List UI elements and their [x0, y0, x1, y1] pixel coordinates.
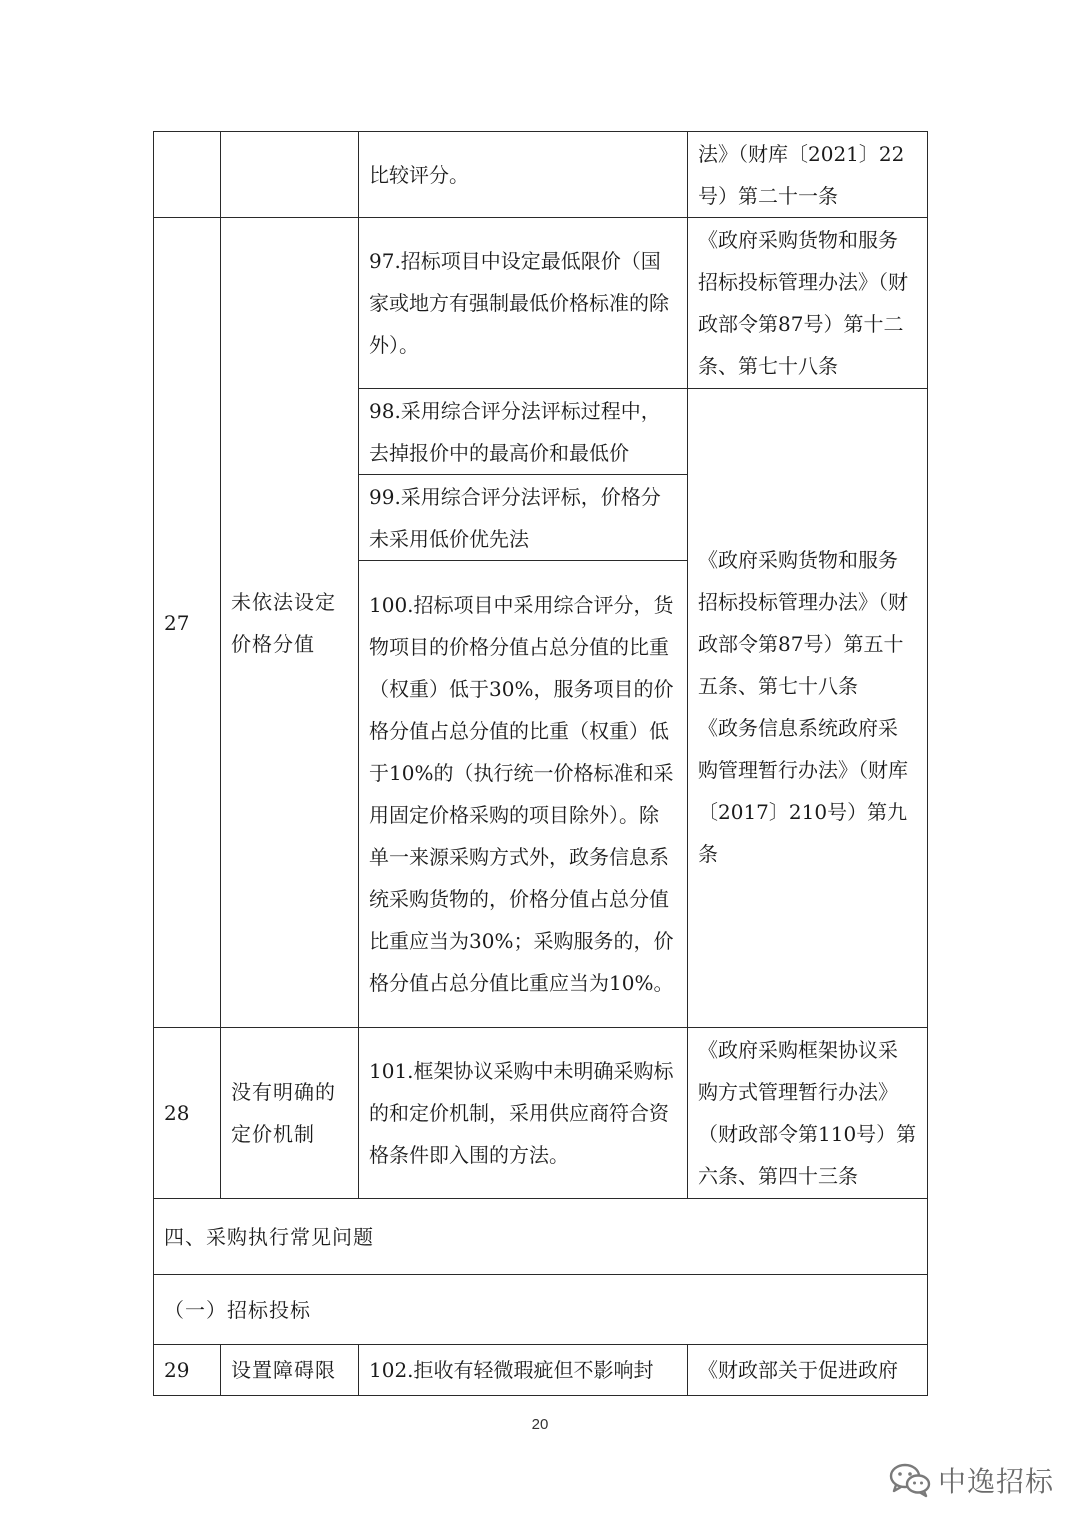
- row-number: [154, 132, 221, 218]
- row-number: 29: [154, 1345, 221, 1396]
- regulation-table: [153, 131, 928, 1396]
- row-category: 没有明确的定价机制: [221, 1028, 359, 1199]
- subsection-heading: （一）招标投标: [154, 1275, 928, 1345]
- page-number: 20: [531, 1416, 549, 1433]
- row-basis: 《财政部关于促进政府: [688, 1345, 928, 1396]
- row-number: 27: [154, 218, 221, 1028]
- row-basis: 《政府采购货物和服务招标投标管理办法》（财政部令第87号）第十二条、第七十八条: [688, 218, 928, 389]
- row-measure: 98.采用综合评分法评标过程中，去掉报价中的最高价和最低价: [359, 389, 688, 475]
- row-measure: 101.框架协议采购中未明确采购标的和定价机制，采用供应商符合资格条件即入围的方法。: [359, 1028, 688, 1199]
- row-basis: 法》（财库〔2021〕22号）第二十一条: [688, 132, 928, 218]
- row-number: 28: [154, 1028, 221, 1199]
- section-heading: 四、采购执行常见问题: [154, 1199, 928, 1275]
- table-row: [154, 1345, 928, 1396]
- row-basis: 《政府采购框架协议采购方式管理暂行办法》（财政部令第110号）第六条、第四十三条: [688, 1028, 928, 1199]
- row-category: 设置障碍限: [221, 1345, 359, 1396]
- table-row: [154, 132, 928, 218]
- section-row: [154, 1275, 928, 1345]
- basis-text: 《政务信息系统政府采购管理暂行办法》（财库〔2017〕210号）第九条: [698, 716, 908, 866]
- basis-text: 《政府采购货物和服务招标投标管理办法》（财政部令第87号）第五十五条、第七十八条: [698, 548, 908, 698]
- row-basis: [688, 389, 928, 1028]
- section-row: [154, 1199, 928, 1275]
- row-measure: 比较评分。: [359, 132, 688, 218]
- row-category: [221, 132, 359, 218]
- watermark-text: 中逸招标: [938, 1465, 1055, 1498]
- table-row: [154, 218, 928, 389]
- row-measure: 99.采用综合评分法评标，价格分未采用低价优先法: [359, 475, 688, 561]
- watermark: [888, 1460, 1054, 1500]
- row-measure: 100.招标项目中采用综合评分，货物项目的价格分值占总分值的比重（权重）低于30%，服务项目的价格分值占总分值的比重（权重）低于10%的（执行统一价格标准和采用固定价格采购的项目除外）。除单一来源采购方式外，政务信息系统采购货物的，价格分值占总分值比重应当为30%；采购服务的，价格分值占总分值比重应当为10%。: [359, 561, 688, 1028]
- row-measure: 97.招标项目中设定最低限价（国家或地方有强制最低价格标准的除外）。: [359, 218, 688, 389]
- wechat-icon: [888, 1462, 932, 1498]
- row-measure: 102.拒收有轻微瑕疵但不影响封: [359, 1345, 688, 1396]
- table-row: [154, 1028, 928, 1199]
- row-category: 未依法设定价格分值: [221, 218, 359, 1028]
